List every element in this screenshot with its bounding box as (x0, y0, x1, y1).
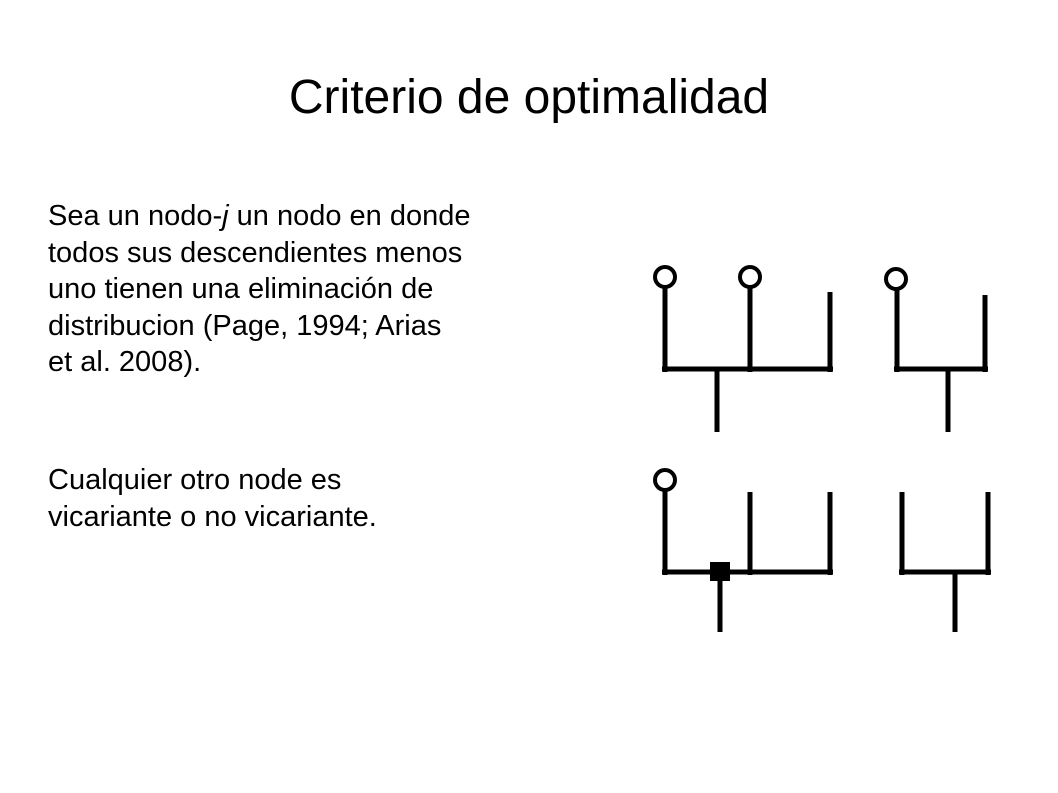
open-circle-marker (740, 267, 760, 287)
definition-line-3: uno tienen una eliminación de (48, 273, 434, 305)
open-circle-marker (655, 267, 675, 287)
three-leaf-tree-bottom (655, 470, 833, 632)
definition-line-4: distribucion (Page, 1994; Arias (48, 309, 442, 342)
two-leaf-tree-top (886, 269, 988, 432)
filled-square-marker (710, 562, 730, 581)
other-node-line-1: Cualquier otro node es (48, 464, 342, 496)
open-circle-marker (886, 269, 906, 289)
two-leaf-tree-bottom (899, 492, 991, 632)
definition-line-1: Sea un nodo-j un nodo en donde (48, 200, 471, 232)
slide-title: Criterio de optimalidad (288, 71, 770, 124)
node-variable: j (222, 200, 229, 232)
definition-line-5: et al. 2008). (48, 346, 202, 378)
three-leaf-tree-top (655, 267, 833, 432)
open-circle-marker (655, 470, 675, 490)
definition-line-2: todos sus descendientes menos (48, 236, 463, 269)
other-node-line-2: vicariante o no vicariante. (48, 500, 377, 533)
